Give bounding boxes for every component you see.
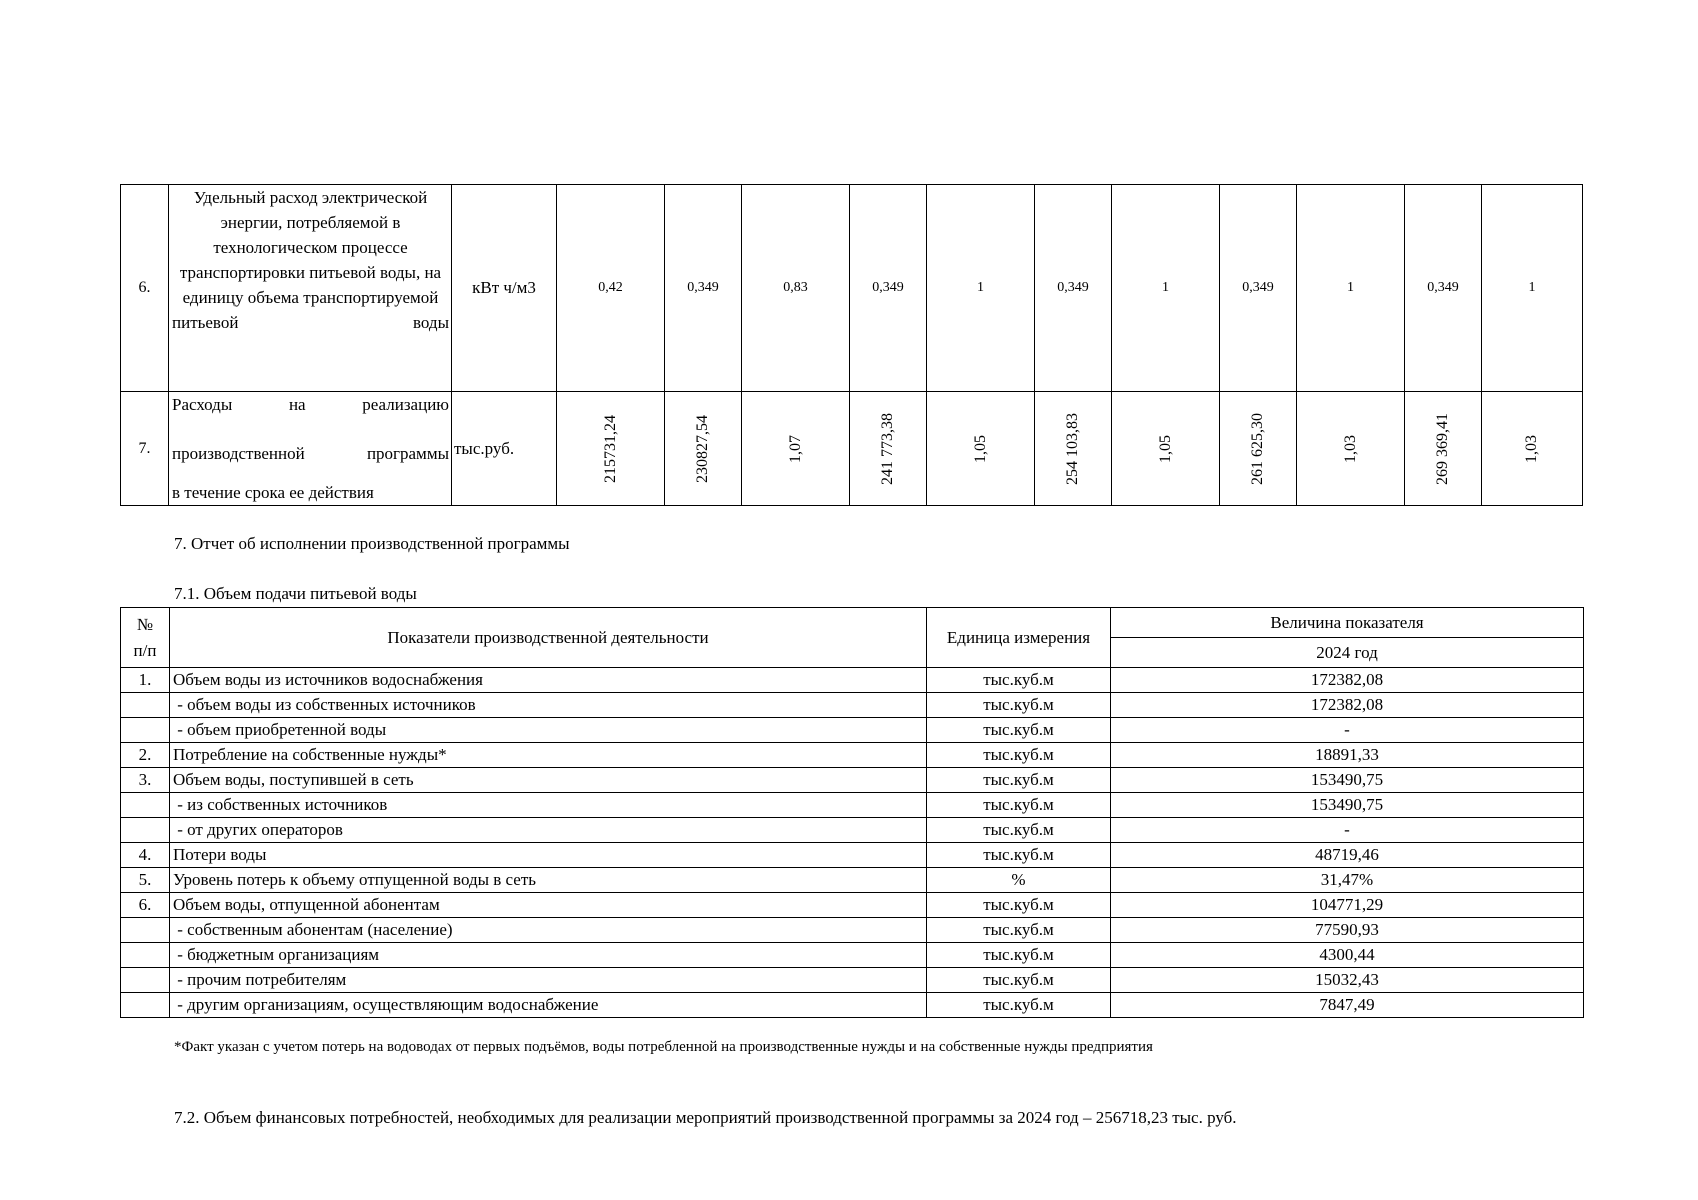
table-row <box>121 793 1584 818</box>
description-line: в течение срока ее действия <box>172 483 374 502</box>
row-number: 4. <box>121 843 170 868</box>
row-number: 1. <box>121 668 170 693</box>
value-cell: 172382,08 <box>1111 693 1584 718</box>
value-cell: 0,42 <box>557 185 665 392</box>
value-cell <box>1035 392 1112 506</box>
number-sign: № <box>136 614 154 634</box>
value-cell: - <box>1111 818 1584 843</box>
unit-cell: тыс.куб.м <box>927 768 1111 793</box>
value-cell: 0,83 <box>742 185 850 392</box>
indicator-column-header: Показатели производственной деятельности <box>170 608 927 668</box>
value-cell: 1 <box>1112 185 1220 392</box>
value-cell <box>1405 392 1482 506</box>
value-cell: 7847,49 <box>1111 993 1584 1018</box>
rotated-value: 261 625,30 <box>1249 412 1266 485</box>
table-row <box>121 943 1584 968</box>
indicator-name: - объем воды из собственных источников <box>170 693 927 718</box>
unit-cell: тыс.куб.м <box>927 668 1111 693</box>
unit-cell: тыс.куб.м <box>927 893 1111 918</box>
value-cell: 15032,43 <box>1111 968 1584 993</box>
rotated-value: 1,05 <box>1156 434 1174 463</box>
table-row <box>121 392 1583 506</box>
table-row <box>121 893 1584 918</box>
value-cell: 48719,46 <box>1111 843 1584 868</box>
indicator-name: Объем воды, отпущенной абонентам <box>170 893 927 918</box>
indicator-name: - другим организациям, осуществляющим водоснабжение <box>170 993 927 1018</box>
table-row <box>121 968 1584 993</box>
value-cell <box>665 392 742 506</box>
row-number: 2. <box>121 743 170 768</box>
table-row <box>121 185 1583 392</box>
number-sub: п/п <box>133 640 157 660</box>
rotated-value: 230827,54 <box>694 414 711 483</box>
value-cell <box>850 392 927 506</box>
row-number <box>121 693 170 718</box>
row-number <box>121 793 170 818</box>
row-number <box>121 818 170 843</box>
rotated-value: 1,07 <box>786 434 804 463</box>
row-number: 6. <box>121 893 170 918</box>
indicator-description <box>169 392 452 506</box>
row-number <box>121 993 170 1018</box>
indicator-description: Удельный расход электрической энергии, потребляемой в технологическом процессе транспортировки питьевой воды, на единицу объема транспортируемой питьевой воды <box>169 185 452 392</box>
unit-cell: тыс.куб.м <box>927 718 1111 743</box>
row-number: 5. <box>121 868 170 893</box>
value-cell: 172382,08 <box>1111 668 1584 693</box>
value-cell: 77590,93 <box>1111 918 1584 943</box>
rotated-value: 1,03 <box>1341 434 1359 463</box>
rotated-value: 215731,24 <box>601 414 619 483</box>
row-number <box>121 968 170 993</box>
unit-cell: % <box>927 868 1111 893</box>
table-row <box>121 818 1584 843</box>
unit-cell: тыс.руб. <box>452 392 557 506</box>
value-cell: 4300,44 <box>1111 943 1584 968</box>
year-column-header: 2024 год <box>1111 638 1584 668</box>
indicator-name: - объем приобретенной воды <box>170 718 927 743</box>
value-cell <box>1220 392 1297 506</box>
table-row <box>121 718 1584 743</box>
value-cell: 1 <box>1297 185 1405 392</box>
rotated-value: 269 369,41 <box>1434 412 1451 485</box>
indicator-name: Объем воды из источников водоснабжения <box>170 668 927 693</box>
indicator-name: - бюджетным организациям <box>170 943 927 968</box>
row-number <box>121 918 170 943</box>
value-cell: 0,349 <box>1405 185 1482 392</box>
value-cell <box>557 392 665 506</box>
value-cell: 0,349 <box>1220 185 1297 392</box>
value-column-header: Величина показателя <box>1111 608 1584 638</box>
row-number: 6. <box>121 185 169 392</box>
value-cell: 0,349 <box>665 185 742 392</box>
table-row <box>121 843 1584 868</box>
value-cell: - <box>1111 718 1584 743</box>
value-cell: 153490,75 <box>1111 768 1584 793</box>
indicator-name: Потребление на собственные нужды* <box>170 743 927 768</box>
unit-cell: тыс.куб.м <box>927 818 1111 843</box>
unit-cell: тыс.куб.м <box>927 993 1111 1018</box>
value-cell <box>1482 392 1583 506</box>
row-number: 7. <box>121 392 169 506</box>
description-line: производственной программы <box>172 444 449 463</box>
number-column-header <box>121 608 170 668</box>
value-cell: 153490,75 <box>1111 793 1584 818</box>
table-header-row <box>121 608 1584 638</box>
unit-cell: тыс.куб.м <box>927 943 1111 968</box>
unit-column-header: Единица измерения <box>927 608 1111 668</box>
rotated-value: 254 103,83 <box>1064 412 1081 485</box>
section-7-heading: 7. Отчет об исполнении производственной программы <box>174 534 570 553</box>
value-cell: 31,47% <box>1111 868 1584 893</box>
financial-needs-text: 7.2. Объем финансовых потребностей, необходимых для реализации мероприятий производственной программы за 2024 год – 256718,23 тыс. руб. <box>174 1108 1237 1127</box>
row-number <box>121 718 170 743</box>
value-cell: 0,349 <box>1035 185 1112 392</box>
unit-cell: тыс.куб.м <box>927 968 1111 993</box>
value-cell: 18891,33 <box>1111 743 1584 768</box>
table-row <box>121 693 1584 718</box>
table-row <box>121 868 1584 893</box>
value-cell <box>927 392 1035 506</box>
row-number: 3. <box>121 768 170 793</box>
indicator-name: Уровень потерь к объему отпущенной воды в сеть <box>170 868 927 893</box>
unit-cell: тыс.куб.м <box>927 693 1111 718</box>
rotated-value: 241 773,38 <box>879 412 896 485</box>
value-cell <box>1112 392 1220 506</box>
water-supply-table <box>120 607 1584 1018</box>
value-cell: 1 <box>927 185 1035 392</box>
value-cell <box>1297 392 1405 506</box>
table-row <box>121 768 1584 793</box>
row-number <box>121 943 170 968</box>
rotated-value: 1,03 <box>1523 434 1540 463</box>
section-7-1-heading: 7.1. Объем подачи питьевой воды <box>174 584 417 603</box>
table-row <box>121 993 1584 1018</box>
table-row <box>121 668 1584 693</box>
unit-cell: тыс.куб.м <box>927 793 1111 818</box>
rotated-value: 1,05 <box>971 434 989 463</box>
value-cell: 0,349 <box>850 185 927 392</box>
description-line: Расходы на реализацию <box>172 395 449 414</box>
indicator-name: - собственным абонентам (население) <box>170 918 927 943</box>
indicator-name: Потери воды <box>170 843 927 868</box>
indicator-name: - из собственных источников <box>170 793 927 818</box>
value-cell: 104771,29 <box>1111 893 1584 918</box>
indicator-name: - прочим потребителям <box>170 968 927 993</box>
value-cell: 1 <box>1482 185 1583 392</box>
indicator-name: - от других операторов <box>170 818 927 843</box>
indicators-table-continuation <box>120 184 1583 506</box>
value-cell <box>742 392 850 506</box>
unit-cell: тыс.куб.м <box>927 843 1111 868</box>
unit-cell: кВт ч/м3 <box>452 185 557 392</box>
footnote: *Факт указан с учетом потерь на водоводах от первых подъёмов, воды потребленной на производственные нужды и на собственные нужды предприятия <box>174 1039 1153 1055</box>
indicator-name: Объем воды, поступившей в сеть <box>170 768 927 793</box>
unit-cell: тыс.куб.м <box>927 743 1111 768</box>
unit-cell: тыс.куб.м <box>927 918 1111 943</box>
table-row <box>121 743 1584 768</box>
table-row <box>121 918 1584 943</box>
